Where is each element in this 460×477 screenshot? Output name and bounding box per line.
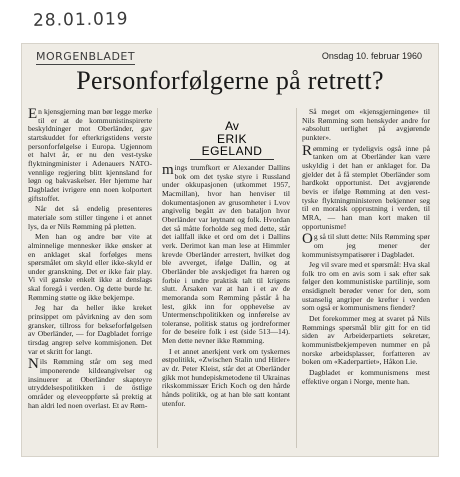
paragraph: Nils Rømming står om seg med imponerende kildeangivelser og insinuerer at Oberländer skapteyre utryddelsespolitikken i de östlige områder og eleveoppførte så prektig at han aldri led noen overlast. Et av Røm-: [28, 356, 152, 410]
paragraph: Så meget om «kjensgjerningene» til Nils Rømming som henskyder andre for «absolutt uerlighet på avgjørende punkter».: [302, 107, 430, 142]
paragraph: Rømming er tydeligvis også inne på tanken om at Oberländer kan være uskyldig i det han er anklaget for. Da gjelder det å få stemplet Oberländer som hardkokt opportunist. Det avgjørende bevis er ifølge Rømming at den vest-tyske flyktningministeren bekjenner seg til en moralsk opprustning i verden, til MRA, — han man kort maken til opportunisme!: [302, 142, 430, 231]
paragraph: En kjensgjerning man bør legge merke til er at de kommunistinspirerte beskyldninger mot Oberländer, gav startskuddet for efterkrigstidens verste personforfølgelse i Europa. Ugjennom et halvt år, er nu den vest-tyske flyktningminister i Adenauers NATO-vennlige regjering blitt kjennsland for løgn og bakvaskelser. Her hjemme har Dagbladet ivrigere enn noen kolportert giftstoffet.: [28, 106, 152, 203]
headline: Personforfølgerne på retrett?: [76, 66, 384, 95]
paragraph: Dagbladet er kommunismens mest effektive organ i Norge, mente han.: [302, 368, 430, 386]
article-column-2: [162, 164, 290, 410]
byline-name: ERIK EGELAND: [190, 133, 274, 160]
article-column-1: [28, 108, 152, 412]
byline-prefix: Av: [225, 119, 239, 133]
byline: [190, 120, 274, 160]
handwritten-source: MORGENBLADET: [36, 50, 136, 63]
handwritten-date: 28.01.019: [32, 9, 129, 31]
paragraph: Men han og andre bør vite at alminnelige mennesker ikke ønsker at en anklaget skal forfølges mens spørsmålet om skyld eller ikke-skyld er under granskning. Det er ikke fair play. Vi vil ganske enkelt ikke at denslags skal foregå i verden. Og dette burde hr. Rømming støtte og ikke bekjempe.: [28, 232, 152, 302]
paragraph: I et annet anerkjent verk om tyskernes østpolitikk, «Zwischen Stalin und Hitler» av dr. Peter Kleist, står det at Oberländer gikk mot hundepiskmetodene til Ukrainas rikskommissær Erich Koch og den hårde hånds politikk, og at han ble satt kontant utenfor.: [162, 346, 290, 408]
column-rule: [296, 108, 297, 448]
paragraph: mings trumfkort er Alexander Dallins bok om det tyske styre i Russland under okkupasjonen (utkommet 1957, Macmillan), hvor han henviser til dokumentasjonen av grusomheter i Lvov angivelig begått av den bataljon hvor Oberländer var løytnant og folk. Hvordan det så måtte forholde seg med dette, står det iallfall ikke et ord om det i Dallins verk. Derimot kan man lese at Himmler krevde Oberländer arrestert, hvilket dog ble avverget, ifølge Dallin, og at Oberländer ble avskjediget fra hæren og forbie i undre praktisk talt til krigens slutt. Årsaken var at han i et av de memoranda som Rømming påstår å ha lest, gikk inn for opphevelse av Untermenschpolitikken og innførelse av toleranse, politisk status og jordreformer for de beseire folk i est (side 513—14). Men dette nevner ikke Rømming.: [162, 162, 290, 346]
paragraph: Jeg har da heller ikke kreket prinsippet om påvirkning av den som gransker, tillross for bekseforfølgelsen av Oberländer, — for Dagbladet forrige tirsdag angrep selve kommisjonen. Det var et skritt for langt.: [28, 303, 152, 356]
paragraph: Jeg vil svare med et spørsmål: Hva skal folk tro om en avis som i sak efter sak følger den kommunistiske partilinje, som ensidignelt berøder vener for den, som ustanselig angriper de krefter i verden som også er kommunismens fiender?: [302, 260, 430, 313]
dateline: Onsdag 10. februar 1960: [321, 51, 422, 61]
paragraph: Og så til slutt dette: Nils Rømming spør om jeg mener der kommunistsympatisører i Dagbladet.: [302, 231, 430, 259]
paragraph: Det forekommer meg at svaret på Nils Rømmings spørsmål blir gitt for en tid siden av Arbeiderpartiets sekretær, kommunistbekjempeven nummer en på norske arbeidsplasser, forfatteren av boken om «Kaderpartiet», Håkon Lie.: [302, 314, 430, 367]
newspaper-clipping: [22, 44, 438, 456]
article-column-3: [302, 108, 430, 388]
column-rule: [157, 108, 158, 448]
paragraph: Når det så endelig presenteres materiale som stiller tingene i et annet lys, da er Nils Rømming på pletten.: [28, 204, 152, 231]
